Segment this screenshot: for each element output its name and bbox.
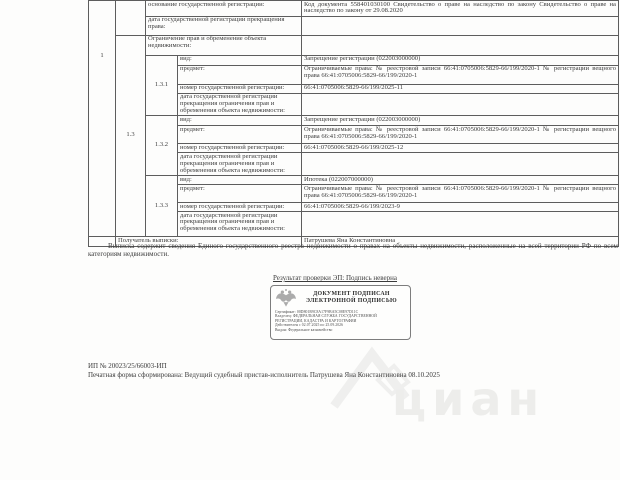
value-vid-1-3-3: Ипотека (022007000000): [302, 176, 619, 185]
restriction-number-1-3-1: 1.3.1: [146, 55, 178, 116]
row-number-cell: 1: [89, 1, 116, 237]
table-row: [89, 35, 619, 55]
egrn-rights-table: [88, 0, 619, 247]
label-nomer: номер государственной регистрации:: [178, 203, 302, 212]
value-recipient: Патрушева Яна Константиновна: [302, 237, 619, 247]
stamp-title-line2: ЭЛЕКТРОННОЙ ПОДПИСЬЮ: [306, 298, 397, 304]
value-data-end-1-3-2: [302, 153, 619, 176]
table-row: [89, 16, 619, 35]
value-vid-1-3-1: Запрещение регистрации (022003000000): [302, 55, 619, 65]
value-vid-1-3-2: Запрещение регистрации (022003000000): [302, 116, 619, 126]
label-recipient: Получатель выписки:: [116, 237, 302, 247]
value-restrictions-header: [302, 35, 619, 55]
value-basis-registration: Код документа 558401030100 Свидетельство о праве на наследство по закону Свидетельство о праве на наследство по закону от 29.08.2020: [302, 1, 619, 17]
table-row: [89, 176, 619, 185]
stamp-validity: Действителен с 02.07.2025 по 25.09.2026: [275, 323, 344, 328]
label-predmet: предмет:: [178, 185, 302, 203]
extract-note-paragraph: Выписка содержит сведения Единого государственного реестра недвижимости о правах на объекты недвижимости, расположенные на всей территории РФ по всем категориям недвижимости.: [88, 242, 618, 258]
value-nomer-1-3-2: 66:41:0705006:5829-66/199/2025-12: [302, 144, 619, 153]
restriction-number-1-3-3: 1.3.3: [146, 176, 178, 237]
stamp-title-line1: ДОКУМЕНТ ПОДПИСАН: [313, 291, 390, 298]
stamp-issuer: Выдан: Федеральное казначейство: [275, 327, 333, 332]
label-vid: вид:: [178, 116, 302, 126]
value-termination-date: [302, 16, 619, 35]
printed-form-info: Печатная форма сформирована: Ведущий судебный пристав-исполнитель Патрушева Яна Константиновна 08.10.2025: [88, 371, 440, 379]
value-predmet-1-3-3: Ограничиваемые права: № реестровой записи 66:41:0705006:5829-66/199/2020-1 № регистрации вещного права 66:41:0705006:5829-66/199/2020-1: [302, 185, 619, 203]
double-headed-eagle-icon: [275, 288, 297, 308]
label-predmet: предмет:: [178, 65, 302, 84]
label-restrictions-header: Ограничение прав и обременение объекта недвижимости:: [146, 35, 302, 55]
electronic-signature-stamp: [270, 285, 411, 340]
label-termination-date: дата государственной регистрации прекращения права:: [146, 16, 302, 35]
table-row: [89, 55, 619, 65]
label-data-end: дата государственной регистрации прекращения ограничения прав и обременения объекта недвижимости:: [178, 153, 302, 176]
label-nomer: номер государственной регистрации:: [178, 144, 302, 153]
label-vid: вид:: [178, 176, 302, 185]
cian-text-watermark: циан: [392, 372, 546, 426]
value-data-end-1-3-1: [302, 93, 619, 116]
section-number-cell: 1.3: [116, 35, 146, 236]
label-data-end: дата государственной регистрации прекращения ограничения прав и обременения объекта недвижимости:: [178, 93, 302, 116]
value-nomer-1-3-3: 66:41:0705006:5829-66/199/2023-9: [302, 203, 619, 212]
enforcement-case-number: ИП № 20023/25/66003-ИП: [88, 362, 167, 370]
restriction-number-1-3-2: 1.3.2: [146, 116, 178, 176]
label-predmet: предмет:: [178, 126, 302, 144]
label-data-end: дата государственной регистрации прекращения ограничения прав и обременения объекта недвижимости:: [178, 212, 302, 237]
table-row: [89, 116, 619, 126]
stamp-certificate: Сертификат: 00D801B9C8A17F9BA5C08E97D11C: [275, 310, 359, 314]
label-basis-registration: основание государственной регистрации:: [146, 1, 302, 17]
empty-section-cell: [116, 1, 146, 36]
stamp-details: [275, 310, 406, 332]
label-nomer: номер государственной регистрации:: [178, 84, 302, 93]
value-predmet-1-3-2: Ограничиваемые права: № реестровой записи 66:41:0705006:5829-66/199/2020-1 № регистрации вещного права 66:41:0705006:5829-66/199/2020-1: [302, 126, 619, 144]
value-nomer-1-3-1: 66:41:0705006:5829-66/199/2025-11: [302, 84, 619, 93]
stamp-owner: Владелец: ФЕДЕРАЛЬНАЯ СЛУЖБА ГОСУДАРСТВЕННОЙ РЕГИСТРАЦИИ, КАДАСТРА И КАРТОГРАФИИ: [275, 314, 377, 323]
stamp-title: [297, 291, 406, 304]
label-vid: вид:: [178, 55, 302, 65]
value-predmet-1-3-1: Ограничиваемые права: № реестровой записи 66:41:0705006:5829-66/199/2020-1 № регистрации вещного права 66:41:0705006:5829-66/199/2020-1: [302, 65, 619, 84]
table-row: [89, 1, 619, 17]
value-data-end-1-3-3: [302, 212, 619, 237]
signature-check-result: Результат проверки ЭП: Подпись неверна: [272, 274, 398, 282]
